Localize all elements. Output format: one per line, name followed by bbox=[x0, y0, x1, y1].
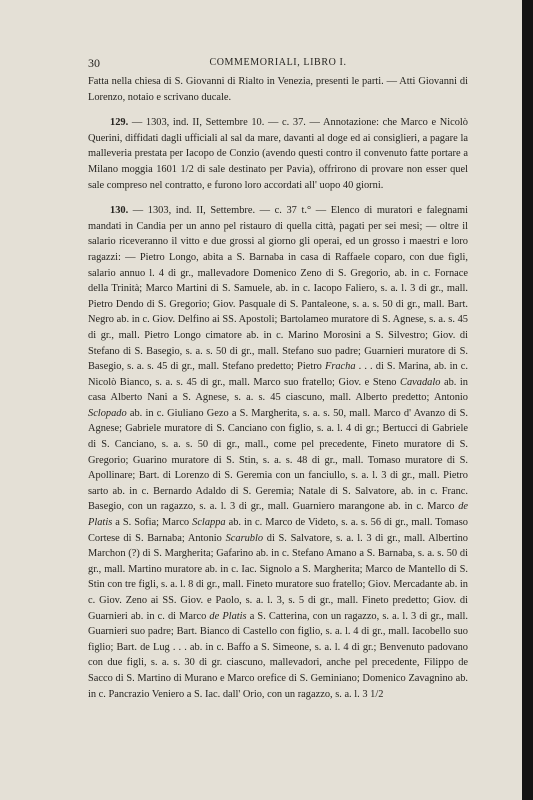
page-header bbox=[88, 56, 468, 72]
entry-text: ab. in c. Giuliano Gezo a S. Margherita, s. a. s. 50, mall. Marco d' Avanzo di S. Agnese; Gabriele muratore di S. Canciano con figlio, s. a. l. 4 di gr.; Bertucci di Gabriele di S. Canciano, s. a. s. 50 di gr., mall., come pel precedente, Fineto muratore di S. Gregorio; Guarino muratore di S. Stin, s. a. s. 48 di gr., mall. Tomaso muratore di S. Apollinare; Bart. di Lorenzo di S. Geremia con un fanciullo, s. a. l. 3 di gr., mall. Pietro sarto ab. in c. Bernardo Adaldo di S. Geremia; Natale di S. Salvatore, ab. in c. Franc. Basegio, con un ragazzo, s. a. l. 3 di gr., mall. Guarniero marangone ab. in c. Marco bbox=[88, 407, 468, 513]
entry-number: 129. bbox=[110, 117, 129, 129]
italic-name: Fracha bbox=[324, 361, 356, 373]
entry-text: ab. in casa Alberto Nani a S. Agnese, s. a. s. 45 ciascuno, mall. Alberto predetto; Antonio bbox=[88, 376, 468, 404]
entry-number: 130. bbox=[110, 205, 129, 217]
italic-name: Cavadalo bbox=[400, 376, 441, 388]
italic-name: de Platis bbox=[88, 501, 468, 529]
page-number: 30 bbox=[88, 56, 100, 70]
entry-text: a S. Sofia; Marco bbox=[112, 517, 193, 529]
fraction: 1/2 bbox=[180, 163, 194, 175]
entry-text: — 1303, ind. II, Settembre. — c. 37 t.° — Elenco di muratori e falegnami mandati in Candia per un anno pel ristauro di quella città, pagati per sei mesi; — oltre il salario riceveranno il vitto e due grossi al giorno gli operai, ed un grosso i maestri e loro ragazzi: — Pietro Longo, abita a S. Barnaba in casa di Raffaele coparo, con due figli, salario annuo l. 4 di gr., mallevadore Domenico Zeno di S. Gregorio, ab. in c. Fornace della Trinità; Marco Martini di S. Samuele, ab. in c. Iacopo Faliero, s. a. l. 3 di gr., mall. Pietro Dendo di S. Gregorio; Giov. Pasquale di S. Pantaleone, s. a. s. 50 di gr., mall. Bart. Negro ab. in c. Giov. Delfino ai SS. Apostoli; Bartolameo muratore di S. Agnese, s. a. s. 45 di gr., mall. Pietro Longo cimatore ab. in c. Marino Morosini a S. Silvestro; Giov. di Stefano di S. Basegio, s. a. s. 50 di gr., mall. Stefano suo padre; Guarnieri muratore di S. Basegio, s. a. s. 45 di gr., mall. Stefano predetto; Pietro bbox=[88, 205, 468, 373]
entry-text: ab. in c. Marco de Videto, s. a. s. 56 di gr., mall. Tomaso Cortese di S. Barnaba; Antonio bbox=[88, 517, 468, 544]
fraction: 1/2 bbox=[370, 688, 384, 700]
italic-name: de Platis bbox=[209, 610, 247, 622]
italic-name: Scarublo bbox=[225, 532, 264, 544]
continuation-paragraph: Fatta nella chiesa di S. Giovanni di Rialto in Venezia, presenti le parti. — Atti Giovanni di Lorenzo, notaio e scrivano ducale. bbox=[88, 76, 468, 103]
entry-text: di S. Salvatore, s. a. l. 3 di gr., mall. Albertino Marchon (?) di S. Margherita; Gafarino ab. in c. Stefano Amano a S. Barnaba, s. a. s. 50 di gr., mall. Martino muratore ab. in c. Iac. Signolo a S. Margherita; Marco de Mantello di S. Stin con tre figli, s. a. l. 8 di gr., mall. Fineto muratore suo fratello; Giov. Mercadante ab. in c. Giov. Zeno ai SS. Giov. e Paolo, s. a. l. 3, s. 5 di gr., mall. Fineto predetto; Giov. di Guarnieri ab. in c. di Marco bbox=[88, 532, 468, 622]
entry-text: . . . di S. Marina, ab. in c. Nicolò Bianco, s. a. s. 45 di gr., mall. Marco suo fratello; Giov. e Steno bbox=[88, 361, 468, 388]
page-body bbox=[88, 74, 468, 712]
italic-name: Sclappa bbox=[192, 517, 226, 529]
entry-text-end: di sale destinato per Pavia), offrirono di provare non esser quel sale compreso nel contratto, e furono loro accordati all' uopo 40 giorni. bbox=[88, 163, 468, 191]
entry-text: — 1303, ind. II, Settembre 10. — c. 37. — Annotazione: che Marco e Nicolò Querini, diffidati dagli ufficiali al sal da mare, davanti al doge ed ai consiglieri, a pagare la malleveria prestata per Iacopo de Conzio (avendo questi contro il convenuto fatte portare a Milano moggia 1601 bbox=[88, 117, 468, 175]
italic-name: Sclopado bbox=[88, 407, 127, 419]
running-title: COMMEMORIALI, LIBRO I. bbox=[209, 57, 347, 68]
scan-dark-edge bbox=[522, 0, 533, 800]
entry-text: a S. Catterina, con un ragazzo, s. a. l. 3 di gr., mall. Guarnieri suo padre; Bart. Bianco di Castello con figlio, s. a. l. 4 di gr., mall. Iacobello suo figlio; Bart. de Lug . . . ab. in c. Baffo a S. Simeone, s. a. l. 4 di gr.; Benvenuto padovano con due figli, s. a. s. 30 di gr. ciascuno, mallevadori, anche pel precedente, Filippo de Sacco di S. Martino di Murano e Marco orefice di S. Geminiano; Domenico Zavagnino ab. in c. Pancrazio Veniero a S. Iac. dall' Orio, con un ragazzo, s. a. l. 3 bbox=[88, 610, 468, 700]
entry-129 bbox=[88, 115, 468, 193]
entry-130 bbox=[88, 203, 468, 702]
